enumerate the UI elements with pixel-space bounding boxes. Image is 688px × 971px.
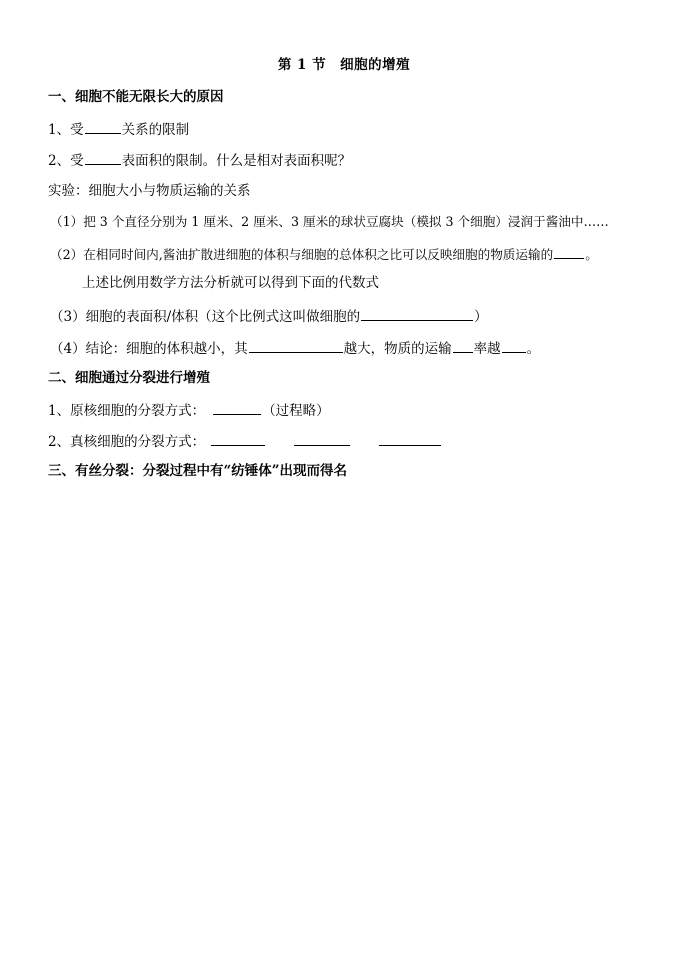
fill-blank <box>85 150 121 165</box>
step2-end: 。 <box>585 247 598 262</box>
fill-blank <box>453 338 473 353</box>
fill-blank <box>213 400 261 415</box>
experiment-step4 <box>50 338 540 358</box>
step4-prefix: （4）结论：细胞的体积越小，其 <box>50 341 248 357</box>
step3-end: ） <box>474 309 488 325</box>
s2-item1-prefix: 1、原核细胞的分裂方式： <box>48 403 206 419</box>
experiment-step2 <box>50 244 598 264</box>
section2-item2 <box>48 431 442 451</box>
step2-text: （2）在相同时间内,酱油扩散进细胞的体积与细胞的总体积之比可以反映细胞的物质运输的 <box>50 247 554 262</box>
step4-mid1: 越大，物质的运输 <box>343 341 452 357</box>
fill-blank <box>249 338 343 353</box>
fill-blank <box>379 431 441 446</box>
experiment-step3 <box>50 306 488 326</box>
experiment-title: 实验：细胞大小与物质运输的关系 <box>48 183 251 199</box>
section1-item2 <box>48 150 351 170</box>
step4-mid2: 率越 <box>473 341 501 357</box>
s2-item1-suffix: （过程略） <box>262 403 330 419</box>
math-note: 上述比例用数学方法分析就可以得到下面的代数式 <box>82 275 379 291</box>
item1-prefix: 1、受 <box>48 122 84 138</box>
step3-text: （3）细胞的表面积/体积（这个比例式这叫做细胞的 <box>50 309 361 325</box>
fill-blank <box>294 431 350 446</box>
fill-blank <box>554 244 584 259</box>
section2-item1 <box>48 400 330 420</box>
experiment-step1: （1）把 3 个直径分别为 1 厘米、2 厘米、3 厘米的球状豆腐块（模拟 3 个细胞）浸润于酱油中…… <box>50 214 609 229</box>
s2-item2-prefix: 2、真核细胞的分裂方式： <box>48 434 206 450</box>
section3-heading: 三、有丝分裂：分裂过程中有“纺锤体”出现而得名 <box>48 463 348 479</box>
item1-suffix: 关系的限制 <box>121 122 190 138</box>
fill-blank <box>361 306 473 321</box>
section1-heading: 一、细胞不能无限长大的原因 <box>48 89 224 105</box>
item2-suffix: 表面积的限制。什么是相对表面积呢？ <box>121 153 352 169</box>
fill-blank <box>502 338 526 353</box>
item2-prefix: 2、受 <box>48 153 84 169</box>
section1-item1 <box>48 119 189 139</box>
fill-blank <box>85 119 121 134</box>
page-title: 第 1 节 细胞的增殖 <box>277 57 411 73</box>
step4-end: 。 <box>526 341 541 357</box>
section2-heading: 二、细胞通过分裂进行增殖 <box>48 370 210 386</box>
fill-blank <box>211 431 265 446</box>
